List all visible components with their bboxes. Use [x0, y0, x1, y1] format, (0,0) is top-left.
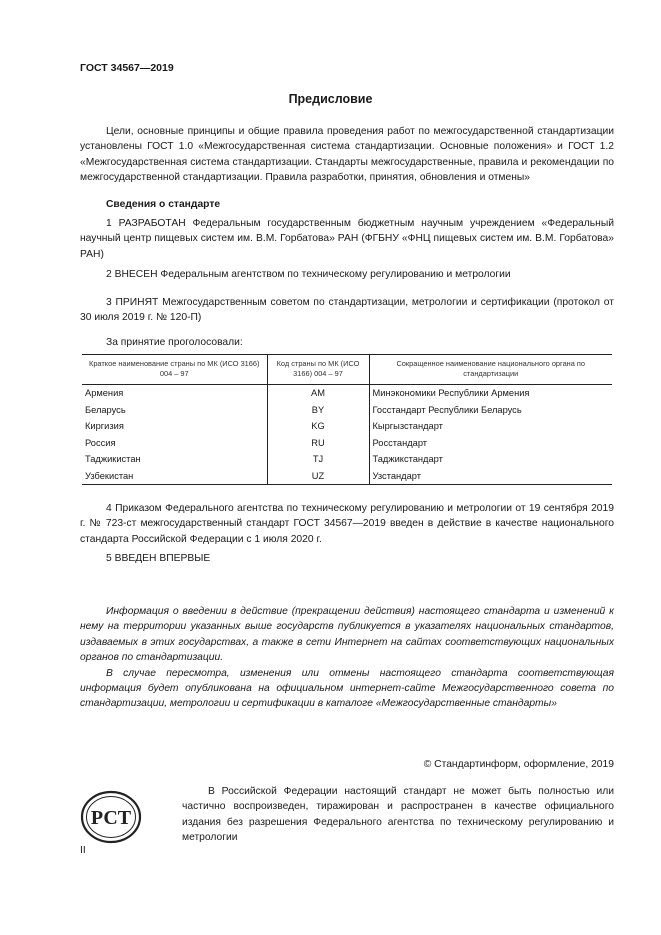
country-code: RU	[267, 435, 369, 452]
country-name: Россия	[82, 435, 267, 452]
info-paragraph-1: Информация о введении в действие (прекращении действия) настоящего стандарта и изменений к нему на территории указанных выше государств публикуется в указателях национальных стандартов, издаваемых в этих государствах, а также в сети Интернет на сайтах соответствующих национальных органов по стандартизации.	[80, 606, 614, 664]
country-name: Армения	[82, 385, 267, 402]
intro-text: Цели, основные принципы и общие правила проведения работ по межгосударственной стандартизации установлены ГОСТ 1.0 «Межгосударственная система стандартизации. Основные положения» и ГОСТ 1.2 «Межгосударственная система стандартизации. Стандарты межгосударственные, правила и рекомендации по межгосударственной стандартизации. Правила разработки, принятия, обновления и отмены»	[80, 126, 614, 184]
country-code: KG	[267, 418, 369, 435]
standards-body: Госстандарт Республики Беларусь	[372, 404, 522, 415]
table-row	[82, 402, 612, 419]
table-header-body: Сокращенное наименование национального органа по стандартизации	[369, 355, 612, 385]
table-row	[82, 435, 612, 452]
item-1-text: 1 РАЗРАБОТАН Федеральным государственным бюджетным научным учреждением «Федеральный научный центр пищевых систем им. В.М. Горбатова» РАН (ФГБНУ «ФНЦ пищевых систем им. В.М. Горбатова» РАН)	[80, 218, 614, 260]
table-row	[82, 385, 612, 402]
item-4	[80, 501, 614, 547]
intro-paragraph	[80, 124, 614, 186]
table-row	[82, 418, 612, 435]
table-row	[82, 468, 612, 485]
standards-body: Кыргызстандарт	[372, 421, 443, 431]
page-number: II	[80, 845, 86, 856]
item-2-text: 2 ВНЕСЕН Федеральным агентством по техническому регулированию и метрологии	[106, 269, 511, 280]
country-code: AM	[267, 385, 369, 402]
document-code: ГОСТ 34567—2019	[80, 62, 174, 74]
table-header-code: Код страны по МК (ИСО 3166) 004 – 97	[267, 355, 369, 385]
country-name: Киргизия	[82, 418, 267, 435]
table-header-row	[82, 355, 612, 385]
notice-text: В Российской Федерации настоящий стандарт не может быть полностью или частично воспроизведен, тиражирован и распространен в качестве официального издания без разрешения Федерального агентства по техническому регулированию и метрологии	[182, 786, 614, 844]
standards-body: Таджикстандарт	[372, 454, 443, 464]
item-1	[80, 216, 614, 262]
standards-body: Минэкономики Республики Армения	[372, 388, 530, 398]
standards-body: Росстандарт	[372, 437, 428, 448]
table-header-country: Краткое наименование страны по МК (ИСО 3166) 004 – 97	[82, 355, 267, 385]
logo-text: РСТ	[90, 807, 132, 829]
country-name: Беларусь	[82, 402, 267, 419]
standards-body: Узстандарт	[369, 468, 612, 485]
country-code: BY	[267, 402, 369, 419]
rst-logo-icon	[80, 786, 142, 848]
item-2	[80, 267, 614, 282]
item-3-text: 3 ПРИНЯТ Межгосударственным советом по стандартизации, метрологии и сертификации (протокол от 30 июля 2019 г. № 120-П)	[80, 297, 614, 324]
vote-label: За принятие проголосовали:	[106, 337, 243, 348]
item-4-text: 4 Приказом Федерального агентства по техническому регулированию и метрологии от 19 сентября 2019 г. № 723-ст межгосударственный стандарт ГОСТ 34567—2019 введен в действие в качестве национального стандарта Российской Федерации с 1 июля 2020 г.	[80, 503, 614, 545]
section-heading: Сведения о стандарте	[106, 199, 221, 210]
country-name: Узбекистан	[82, 468, 267, 485]
table-row	[82, 451, 612, 468]
country-code: UZ	[267, 468, 369, 485]
copyright-notice	[182, 784, 614, 846]
page-title: Предисловие	[288, 92, 373, 106]
item-5: 5 ВВЕДЕН ВПЕРВЫЕ	[106, 553, 211, 564]
copyright: © Стандартинформ, оформление, 2019	[423, 759, 614, 770]
country-name: Таджикистан	[82, 451, 267, 468]
info-paragraph-2: В случае пересмотра, изменения или отмены настоящего стандарта соответствующая информация будет опубликована на официальном интернет-сайте Межгосударственного совета по стандартизации, метрологии и сертификации в каталоге «Межгосударственные стандарты»	[80, 667, 614, 710]
item-3	[80, 295, 614, 326]
info-block	[80, 604, 614, 712]
country-code: TJ	[267, 451, 369, 468]
voting-countries-table	[82, 354, 612, 485]
